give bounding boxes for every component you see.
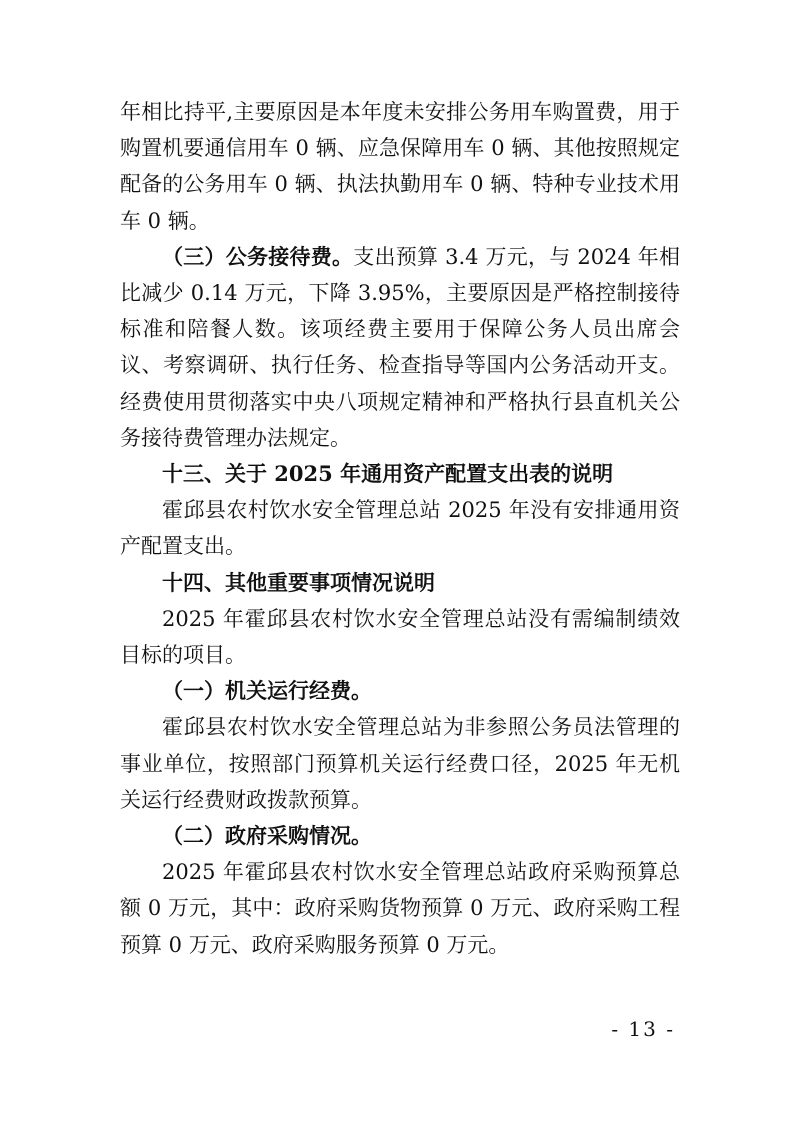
paragraph-reception-expense xyxy=(120,239,680,456)
paragraph-procurement: 2025 年霍邱县农村饮水安全管理总站政府采购预算总额 0 万元，其中：政府采购货物预算 0 万元、政府采购工程预算 0 万元、政府采购服务预算 0 万元。 xyxy=(120,860,680,957)
paragraph-performance-targets: 2025 年霍邱县农村饮水安全管理总站没有需编制绩效目标的项目。 xyxy=(120,606,680,668)
subsection-heading-procurement: （二）政府采购情况。 xyxy=(162,823,372,849)
page-number: - 13 - xyxy=(611,1017,675,1041)
paragraph-text: 支出预算 3.4 万元，与 2024 年相比减少 0.14 万元，下降 3.95%，主要原因是严格控制接待标准和陪餐人数。该项经费主要用于保障公务人员出席会议、考察调研、执行任务、检查指导等国内公务活动开支。经费使用贯彻落实中央八项规定精神和严格执行县直机关公务接待费管理办法规定。 xyxy=(120,244,680,450)
section-heading-13: 十三、关于 2025 年通用资产配置支出表的说明 xyxy=(162,461,614,487)
paragraph-text: 年相比持平,主要原因是本年度未安排公务用车购置费，用于购置机要通信用车 0 辆、应急保障用车 0 辆、其他按照规定配备的公务用车 0 辆、执法执勤用车 0 辆、特种专业技术用车 0 辆。 xyxy=(120,100,680,233)
section-heading-14: 十四、其他重要事项情况说明 xyxy=(162,569,435,595)
section-heading-reception: （三）公务接待费。 xyxy=(162,243,354,269)
paragraph-general-assets: 霍邱县农村饮水安全管理总站 2025 年没有安排通用资产配置支出。 xyxy=(120,498,680,559)
body-text xyxy=(120,94,680,963)
paragraph-vehicle-purchase-cont xyxy=(120,94,680,239)
paragraph-operating-expense: 霍邱县农村饮水安全管理总站为非参照公务员法管理的事业单位，按照部门预算机关运行经费口径，2025 年无机关运行经费财政拨款预算。 xyxy=(120,715,680,812)
subsection-heading-operating-expense: （一）机关运行经费。 xyxy=(162,678,372,704)
